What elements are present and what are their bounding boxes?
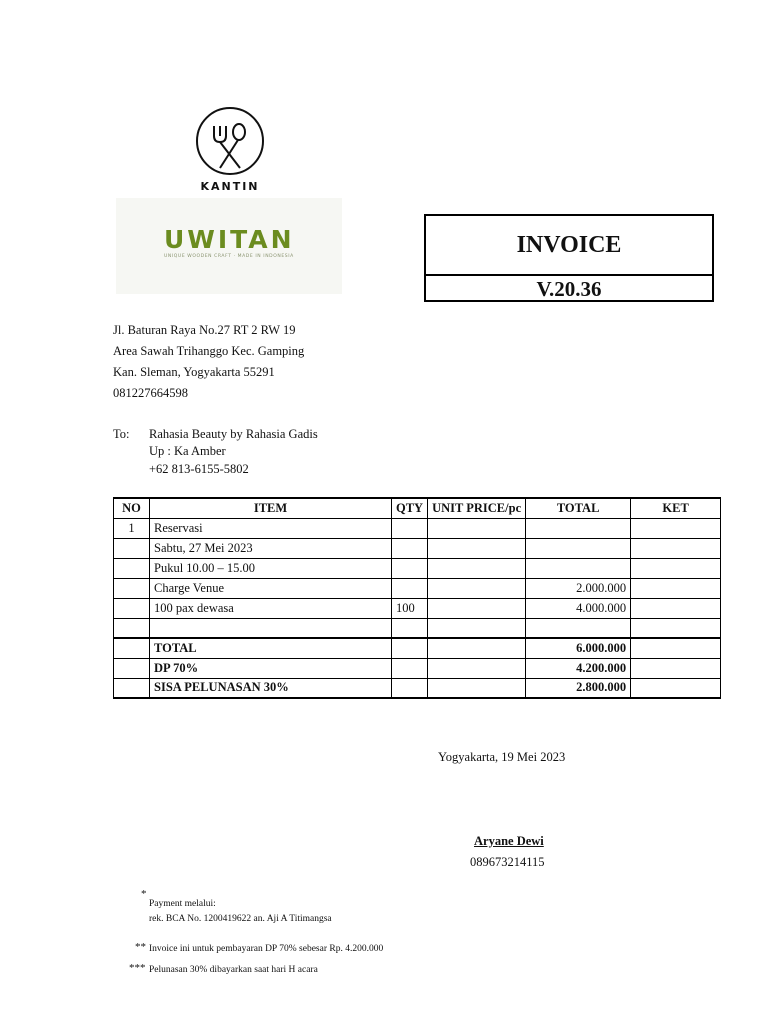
cell-item: Reservasi <box>150 518 392 538</box>
table-row <box>114 538 721 558</box>
place-date: Yogyakarta, 19 Mei 2023 <box>438 750 566 764</box>
header-ket: KET <box>631 498 721 518</box>
cell-total <box>526 558 631 578</box>
cell-ket <box>631 558 721 578</box>
cell-qty: 100 <box>392 598 428 618</box>
cell-item: 100 pax dewasa <box>150 598 392 618</box>
cell-unit-price <box>428 578 526 598</box>
cell-qty <box>392 618 428 638</box>
header-total: TOTAL <box>526 498 631 518</box>
cell-ket <box>631 638 721 658</box>
uwitan-tagline: UNIQUE WOODEN CRAFT · MADE IN INDONESIA <box>164 254 294 259</box>
table-row <box>114 578 721 598</box>
header-no: NO <box>114 498 150 518</box>
recipient-label: To: <box>113 427 130 441</box>
cell-no <box>114 678 150 698</box>
cell-no <box>114 538 150 558</box>
invoice-number: V.20.36 <box>536 276 602 301</box>
cell-ket <box>631 678 721 698</box>
summary-label: DP 70% <box>150 658 392 678</box>
uwitan-wordmark: UWITAN <box>164 225 295 254</box>
summary-row-remaining <box>114 678 721 698</box>
invoice-title: INVOICE <box>426 216 712 276</box>
header-unit-price: UNIT PRICE/pc <box>428 498 526 518</box>
summary-value: 4.200.000 <box>526 658 631 678</box>
address-line: Jl. Baturan Raya No.27 RT 2 RW 19 <box>113 323 296 337</box>
header-item: ITEM <box>150 498 392 518</box>
summary-label: SISA PELUNASAN 30% <box>150 678 392 698</box>
signatory-name: Aryane Dewi <box>474 834 544 848</box>
note-text: rek. BCA No. 1200419622 an. Aji A Titimangsa <box>149 914 332 924</box>
cell-qty <box>392 538 428 558</box>
cell-ket <box>631 598 721 618</box>
summary-value: 2.800.000 <box>526 678 631 698</box>
note-text: Pelunasan 30% dibayarkan saat hari H acara <box>149 965 318 975</box>
table-row <box>114 598 721 618</box>
address-line: Area Sawah Trihanggo Kec. Gamping <box>113 344 305 358</box>
table-header-row <box>114 498 721 518</box>
cell-item: Pukul 10.00 – 15.00 <box>150 558 392 578</box>
cell-ket <box>631 518 721 538</box>
cell-no <box>114 578 150 598</box>
table-row <box>114 558 721 578</box>
header-qty: QTY <box>392 498 428 518</box>
note-marker: *** <box>129 962 146 974</box>
cell-no <box>114 618 150 638</box>
cell-qty <box>392 518 428 538</box>
cell-total <box>526 518 631 538</box>
cell-total: 2.000.000 <box>526 578 631 598</box>
summary-row-dp <box>114 658 721 678</box>
cell-no <box>114 598 150 618</box>
cell-no: 1 <box>114 518 150 538</box>
address-line: Kan. Sleman, Yogyakarta 55291 <box>113 365 275 379</box>
recipient-name: Rahasia Beauty by Rahasia Gadis <box>149 427 318 441</box>
cell-qty <box>392 638 428 658</box>
cell-ket <box>631 658 721 678</box>
cell-no <box>114 558 150 578</box>
cell-qty <box>392 678 428 698</box>
cell-unit-price <box>428 638 526 658</box>
sender-phone: 081227664598 <box>113 386 188 400</box>
recipient-attention: Up : Ka Amber <box>149 444 226 458</box>
note-marker: * <box>141 888 147 900</box>
kantin-logo <box>190 104 270 196</box>
cell-item: Charge Venue <box>150 578 392 598</box>
invoice-items-table <box>113 497 721 699</box>
cell-unit-price <box>428 558 526 578</box>
kantin-wordmark: KANTIN <box>200 180 260 193</box>
note-marker: ** <box>135 941 146 953</box>
summary-value: 6.000.000 <box>526 638 631 658</box>
cell-total: 4.000.000 <box>526 598 631 618</box>
cell-total <box>526 618 631 638</box>
cell-unit-price <box>428 598 526 618</box>
summary-label: TOTAL <box>150 638 392 658</box>
cell-qty <box>392 558 428 578</box>
cell-ket <box>631 618 721 638</box>
cell-qty <box>392 578 428 598</box>
cell-unit-price <box>428 618 526 638</box>
cell-unit-price <box>428 658 526 678</box>
note-text: Payment melalui: <box>149 899 216 909</box>
table-row <box>114 518 721 538</box>
cell-no <box>114 638 150 658</box>
cell-ket <box>631 538 721 558</box>
cell-unit-price <box>428 538 526 558</box>
cell-item: Sabtu, 27 Mei 2023 <box>150 538 392 558</box>
summary-row-total <box>114 638 721 658</box>
cell-unit-price <box>428 518 526 538</box>
signatory-phone: 089673214115 <box>470 855 545 869</box>
cell-item <box>150 618 392 638</box>
cell-no <box>114 658 150 678</box>
cell-unit-price <box>428 678 526 698</box>
cell-total <box>526 538 631 558</box>
uwitan-logo <box>116 198 342 294</box>
invoice-header-box <box>424 214 714 302</box>
fork-spoon-icon <box>190 104 270 180</box>
table-row <box>114 618 721 638</box>
note-text: Invoice ini untuk pembayaran DP 70% sebesar Rp. 4.200.000 <box>149 944 384 954</box>
cell-qty <box>392 658 428 678</box>
cell-ket <box>631 578 721 598</box>
recipient-phone: +62 813-6155-5802 <box>149 462 249 476</box>
